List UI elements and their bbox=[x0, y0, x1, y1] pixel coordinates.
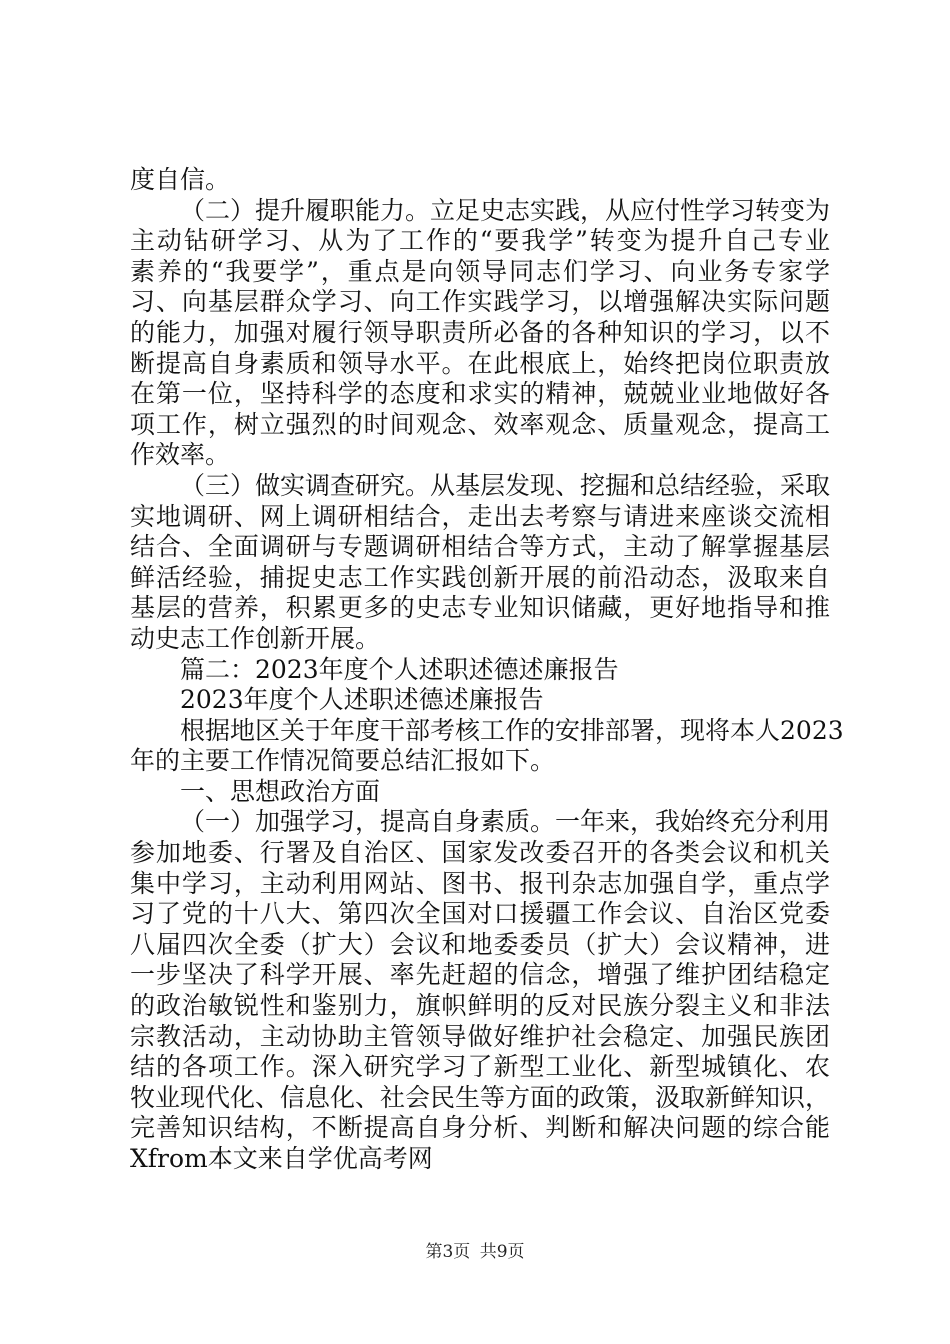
text-line: 结的各项工作。深入研究学习了新型工业化、新型城镇化、农 bbox=[130, 1052, 830, 1082]
text-line: 参加地委、行署及自治区、国家发改委召开的各类会议和机关 bbox=[130, 838, 830, 868]
page-number: 第3页 bbox=[425, 1242, 471, 1262]
text-line: 牧业现代化、信息化、社会民生等方面的政策，汲取新鲜知识， bbox=[130, 1082, 831, 1112]
report-title: 2023年度个人述职述德述廉报告 bbox=[180, 685, 544, 715]
text-line: 的政治敏锐性和鉴别力，旗帜鲜明的反对民族分裂主义和非法 bbox=[130, 991, 830, 1021]
text-line: 习了党的十八大、第四次全国对口援疆工作会议、自治区党委 bbox=[130, 899, 830, 929]
text-line: 年的主要工作情况简要总结汇报如下。 bbox=[130, 746, 556, 776]
text-line: 基层的营养，积累更多的史志专业知识储藏，更好地指导和推 bbox=[130, 593, 830, 623]
text-line: 度自信。 bbox=[130, 165, 231, 194]
text-line: 八届四次全委（扩大）会议和地委委员（扩大）会议精神，进 bbox=[130, 929, 830, 959]
text-line: Xfrom本文来自学优高考网 bbox=[130, 1144, 433, 1173]
text-line: （一）加强学习，提高自身素质。一年来，我始终充分利用 bbox=[180, 807, 831, 837]
text-line: 完善知识结构，不断提高自身分析、判断和解决问题的综合能 bbox=[130, 1113, 830, 1143]
text-line: 断提高自身素质和领导水平。在此根底上，始终把岗位职责放 bbox=[130, 348, 830, 378]
text-line: 实地调研、网上调研相结合，走出去考察与请进来座谈交流相 bbox=[130, 501, 830, 531]
text-line: 习、向基层群众学习、向工作实践学习，以增强解决实际问题 bbox=[130, 287, 830, 317]
text-line: 主动钻研学习、从为了工作的“要我学”转变为提升自己专业 bbox=[130, 226, 830, 256]
text-line: （二）提升履职能力。立足史志实践，从应付性学习转变为 bbox=[180, 195, 831, 225]
text-line: 动史志工作创新开展。 bbox=[130, 623, 381, 653]
document-body bbox=[130, 165, 844, 1175]
text-line: 项工作，树立强烈的时间观念、效率观念、质量观念，提高工 bbox=[130, 409, 830, 439]
text-line: 的能力，加强对履行领导职责所必备的各种知识的学习，以不 bbox=[130, 317, 830, 347]
text-line: 集中学习，主动利用网站、图书、报刊杂志加强自学，重点学 bbox=[130, 868, 830, 898]
section-heading: 篇二：2023年度个人述职述德述廉报告 bbox=[180, 654, 619, 684]
text-line: 结合、全面调研与专题调研相结合等方式，主动了解掌握基层 bbox=[130, 532, 830, 562]
text-line: 作效率。 bbox=[130, 440, 231, 470]
page-footer bbox=[0, 1242, 950, 1262]
text-line: 鲜活经验，捕捉史志工作实践创新开展的前沿动态，汲取来自 bbox=[130, 562, 830, 592]
text-line: 一步坚决了科学开展、率先赶超的信念，增强了维护团结稳定 bbox=[130, 960, 830, 990]
subsection-heading: 一、思想政治方面 bbox=[180, 776, 381, 806]
text-line: 素养的“我要学”，重点是向领导同志们学习、向业务专家学 bbox=[130, 256, 830, 286]
text-line: 宗教活动，主动协助主管领导做好维护社会稳定、加强民族团 bbox=[130, 1021, 830, 1051]
text-line: 在第一位，坚持科学的态度和求实的精神，兢兢业业地做好各 bbox=[130, 379, 830, 409]
text-line: 根据地区关于年度干部考核工作的安排部署，现将本人2023 bbox=[180, 715, 844, 745]
text-line: （三）做实调查研究。从基层发现、挖掘和总结经验，采取 bbox=[180, 470, 831, 500]
page-total: 共9页 bbox=[479, 1242, 525, 1262]
